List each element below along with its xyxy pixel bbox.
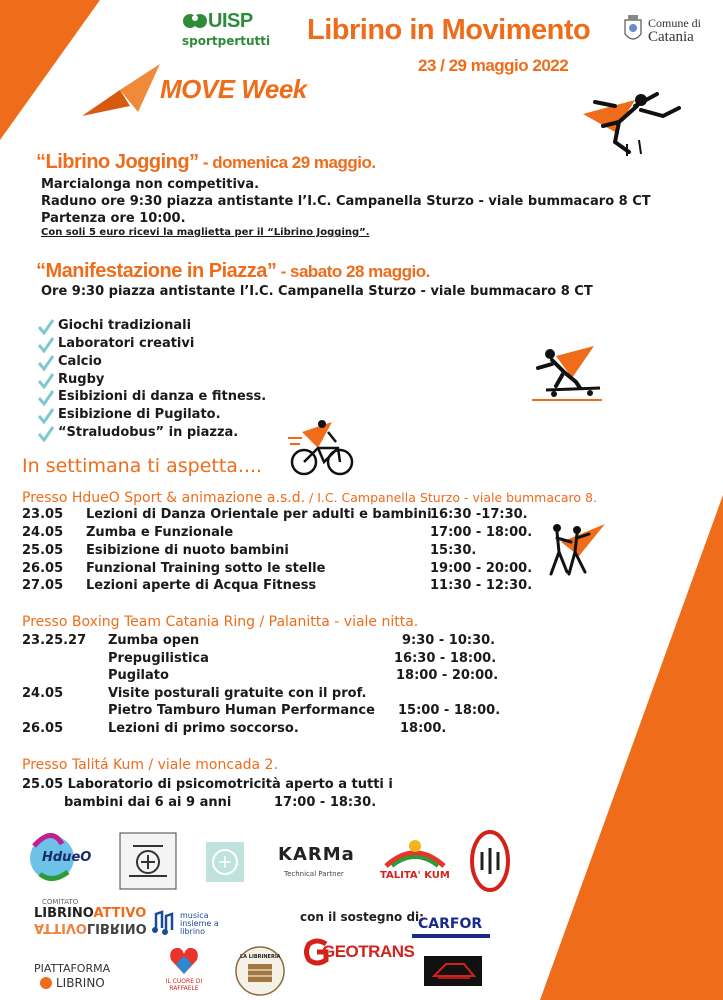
music-notes-icon [152, 910, 178, 936]
hdueo-heading [22, 487, 597, 506]
dancing-couple-icon [545, 522, 607, 578]
table-row: 27.05 Lezioni aperte di Acqua Fitness 11:30 - 12:30. [22, 578, 533, 593]
jogging-date: - domenica 29 maggio. [198, 153, 376, 172]
table-row: 26.05 Lezioni di primo soccorso. 18:00. [22, 721, 447, 736]
talita-kum-logo-icon [382, 836, 448, 870]
table-row: 23.25.27 Zumba open 9:30 - 10:30. [22, 633, 496, 648]
check-icon [38, 319, 54, 335]
comune-catania-logo [622, 14, 722, 48]
karma-logo: KARMa Technical Partner [278, 844, 355, 878]
skateboard-figure-icon [530, 342, 606, 404]
talita-heading: Presso Talitá Kum / viale moncada 2. [22, 757, 278, 773]
boxing-team-logo [119, 832, 177, 890]
move-week-logo-text: MOVE Week [160, 74, 307, 104]
jogging-note: Con soli 5 euro ricevi la maglietta per il “Librino Jogging”. [41, 227, 370, 238]
talita-kum-logo: TALITA' KUM [380, 836, 450, 886]
boxing-heading: Presso Boxing Team Catania Ring / Palanitta - viale nitta. [22, 614, 419, 630]
table-row: 24.05 Visite posturali gratuite con il prof. [22, 686, 367, 701]
table-row: 25.05 Esibizione di nuoto bambini 15:30. [22, 543, 477, 558]
check-icon [38, 337, 54, 353]
catania-crest-icon [622, 14, 644, 44]
table-row: 26.05 Funzional Training sotto le stelle 19:00 - 20:00. [22, 561, 533, 576]
check-icon [38, 408, 54, 424]
talita-line-1: 25.05 Laboratorio di psicomotricità aperto a tutti i [22, 777, 393, 792]
uisp-logo-icon [182, 10, 208, 32]
jogging-line-1: Marcialonga non competitiva. [41, 177, 260, 192]
move-week-logo-icon [80, 62, 162, 118]
event-dates: 23 / 29 maggio 2022 [418, 56, 569, 75]
librino-attivo-logo: COMITATO LIBRINOATTIVO ATTIVOLIBRINO [34, 898, 147, 935]
librineria-logo: LA LIBRINERIA [234, 946, 286, 996]
table-row: 23.05 Lezioni di Danza Orientale per adulti e bambini 16:30 -17:30. [22, 507, 528, 522]
hdueo-logo: HdueO [22, 826, 98, 888]
week-heading: In settimana ti aspetta.... [22, 455, 263, 477]
table-row: Prepugilistica 16:30 - 18:00. [108, 651, 497, 666]
piazza-date: - sabato 28 maggio. [276, 262, 430, 281]
piattaforma-librino-logo: PIATTAFORMA LIBRINO [34, 962, 111, 990]
uisp-tagline: sportpertutti [182, 34, 271, 48]
cuore-raffaele-logo: IL CUORE DI RAFFAELE [160, 946, 208, 994]
circle-emblem-logo [206, 842, 244, 882]
boxing-gloves-logo [470, 830, 510, 892]
jogging-title: “Librino Jogging” [36, 151, 199, 173]
check-icon [38, 373, 54, 389]
adr-logo [424, 956, 482, 986]
hdueo-address: / I.C. Campanella Sturzo - viale bummacaro 8. [305, 490, 597, 505]
piazza-title: “Manifestazione in Piazza” [36, 260, 277, 282]
hdueo-title: Presso HdueO Sport & animazione a.s.d. [22, 490, 306, 506]
talita-time: 17:00 - 18:30. [274, 795, 377, 810]
jogging-line-3: Partenza ore 10:00. [41, 211, 186, 226]
table-row: Pietro Tamburo Human Performance 15:00 - 18:00. [108, 703, 501, 718]
sostegno-label: con il sostegno di: [300, 910, 424, 924]
uisp-logo-text: UISP [208, 10, 253, 32]
talita-line-2: bambini dai 6 ai 9 anni [64, 795, 232, 810]
piazza-line: Ore 9:30 piazza antistante l’I.C. Campanella Sturzo - viale bummacaro 8 CT [41, 284, 593, 299]
musica-insieme-logo: musica insieme a librino [152, 908, 222, 938]
table-row: Pugilato 18:00 - 20:00. [108, 668, 499, 683]
running-figure-icon [575, 86, 687, 158]
page-title: Librino in Movimento [307, 14, 591, 46]
piazza-heading [36, 260, 430, 283]
jogging-heading [36, 151, 376, 174]
heart-icon [168, 946, 200, 976]
table-row: 24.05 Zumba e Funzionale 17:00 - 18:00. [22, 525, 533, 540]
check-icon [38, 390, 54, 406]
geotrans-logo: GEOTRANS [304, 938, 398, 968]
comune-city: Catania [648, 29, 694, 45]
check-icon [38, 355, 54, 371]
jogging-line-2: Raduno ore 9:30 piazza antistante l’I.C. Campanella Sturzo - viale bummacaro 8 CT [41, 194, 651, 209]
uisp-logo [180, 8, 270, 52]
comune-label: Comune di [648, 16, 701, 30]
check-icon [38, 426, 54, 442]
cyclist-figure-icon [288, 418, 356, 478]
carfor-logo: CARFOR [412, 916, 490, 942]
